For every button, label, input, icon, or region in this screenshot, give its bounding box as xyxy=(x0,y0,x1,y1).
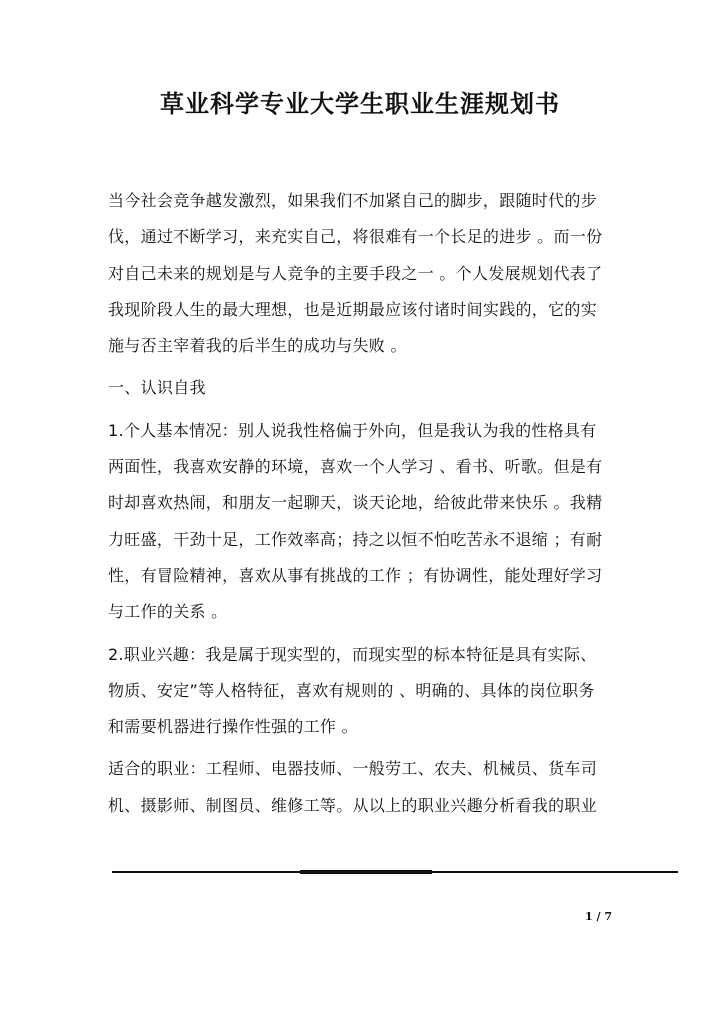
text-line: 伐，通过不断学习，来充实自己，将很难有一个长足的进步 。而一份 xyxy=(108,227,603,247)
paragraph-career-interest xyxy=(108,637,628,746)
text-line: 我现阶段人生的最大理想，也是近期最应该付诸时间实践的，它的实 xyxy=(108,299,598,319)
text-line: 当今社会竞争越发激烈，如果我们不加紧自己的脚步，跟随时代的步 xyxy=(108,191,598,210)
text-line: 2.职业兴趣：我是属于现实型的，而现实型的标本特征是具有实际、 xyxy=(108,644,597,664)
text-line: 施与否主宰着我的后半生的成功与失败 。 xyxy=(108,336,407,356)
text-line: 1.个人基本情况：别人说我性格偏于外向，但是我认为我的性格具有 xyxy=(108,420,597,440)
text-line: 机、摄影师、制图员、维修工等。从以上的职业兴趣分析看我的职业 xyxy=(108,795,598,815)
text-line: 和需要机器进行操作性强的工作 。 xyxy=(108,717,358,737)
text-line: 物质、安定”等人格特征，喜欢有规则的 、明确的、具体的岗位职务 xyxy=(108,680,595,700)
text-line: 时却喜欢热闹，和朋友一起聊天，谈天论地，给彼此带来快乐 。我精 xyxy=(108,493,603,513)
paragraph-suitable-jobs xyxy=(108,751,628,824)
text-line: 力旺盛，干劲十足，工作效率高；持之以恒不怕吃苦永不退缩 ；有耐 xyxy=(108,529,603,549)
text-line: 两面性，我喜欢安静的环境，喜欢一个人学习 、看书、听歌。但是有 xyxy=(108,457,603,477)
section-heading xyxy=(108,370,628,406)
paragraph-personal-info xyxy=(108,413,628,631)
document-title: 草业科学专业大学生职业生涯规划书 xyxy=(160,89,560,118)
text-line: 一、认识自我 xyxy=(108,378,206,398)
document-body xyxy=(108,183,628,824)
paragraph-intro xyxy=(108,183,628,364)
text-line: 性，有冒险精神，喜欢从事有挑战的工作 ；有协调性，能处理好学习 xyxy=(108,565,603,585)
text-line: 与工作的关系 。 xyxy=(108,602,228,622)
text-line: 对自己未来的规划是与人竞争的主要手段之一 。个人发展规划代表了 xyxy=(108,263,603,283)
footer-divider-accent xyxy=(300,870,432,874)
text-line: 适合的职业：工程师、电器技师、一般劳工、农夫、机械员、货车司 xyxy=(108,759,598,779)
page-number: 1 / 7 xyxy=(585,910,612,923)
